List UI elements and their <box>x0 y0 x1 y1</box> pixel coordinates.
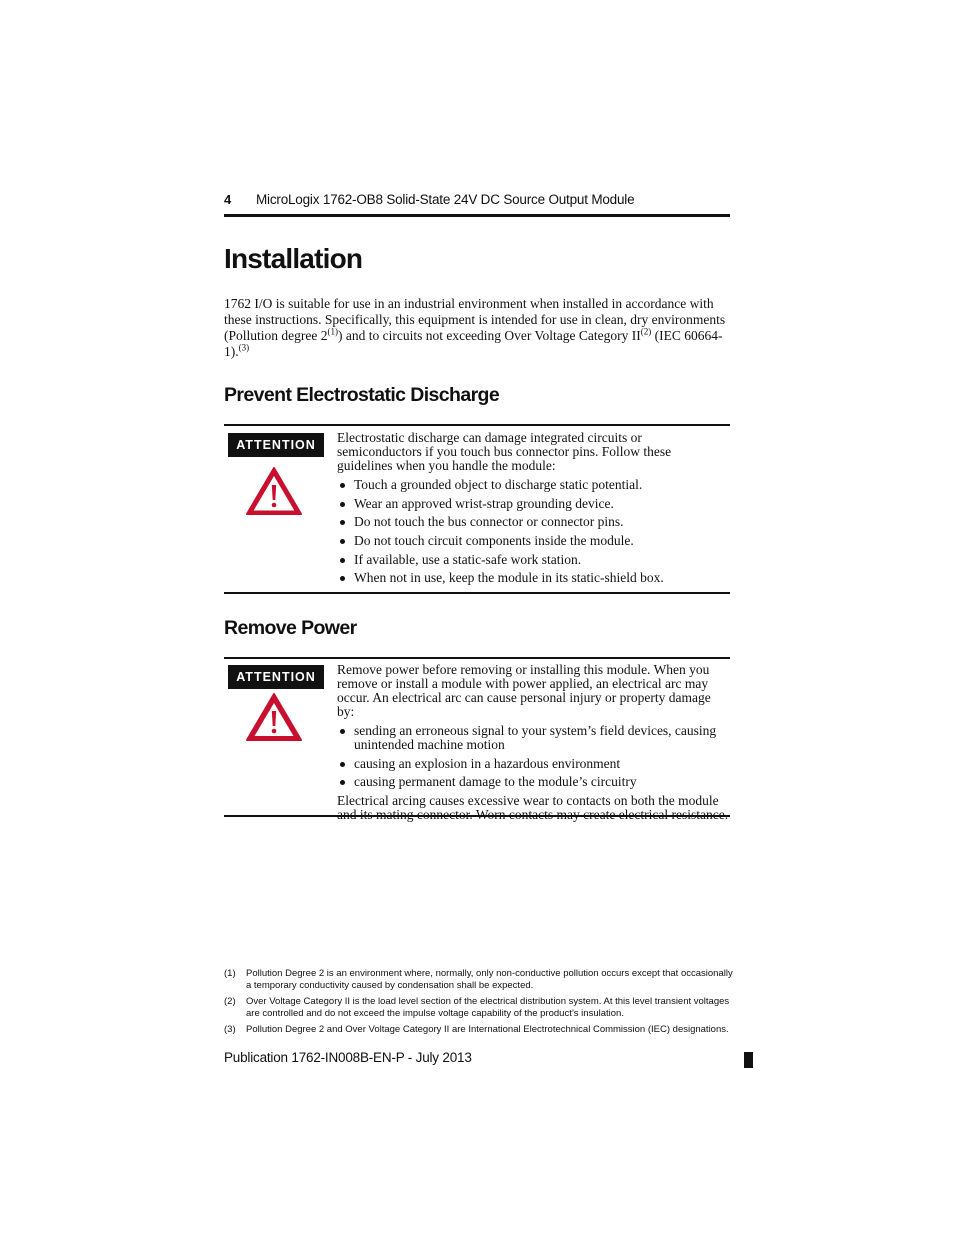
footnote-ref-2[interactable]: (2) <box>640 326 652 337</box>
power-hazards-list <box>337 724 729 789</box>
power-heading: Remove Power <box>224 617 357 639</box>
esd-bottom-rule <box>224 592 730 594</box>
header-rule <box>224 214 730 217</box>
list-item: Wear an approved wrist-strap grounding device. <box>337 497 729 511</box>
running-header-title: MicroLogix 1762-OB8 Solid-State 24V DC Source Output Module <box>256 192 635 207</box>
esd-attention-badge: ATTENTION <box>228 433 324 457</box>
list-item: sending an erroneous signal to your system’s field devices, causing unintended machine motion <box>337 724 729 752</box>
list-item: When not in use, keep the module in its static-shield box. <box>337 571 729 585</box>
esd-attention-content <box>337 431 729 590</box>
power-attention-content <box>337 663 729 822</box>
list-item: causing an explosion in a hazardous environment <box>337 757 729 771</box>
esd-top-rule <box>224 424 730 426</box>
esd-attention-text: Electrostatic discharge can damage integrated circuits or semiconductors if you touch bus connector pins. Follow these guidelines when you handle the module: <box>337 430 672 473</box>
publication-footer: Publication 1762-IN008B-EN-P - July 2013 <box>224 1050 472 1065</box>
power-attention-text: Remove power before removing or installing this module. When you remove or install a module with power applied, an electrical arc may occur. An electrical arc can cause personal injury or property damage by: <box>337 662 711 719</box>
warning-triangle-icon <box>245 692 303 742</box>
esd-heading: Prevent Electrostatic Discharge <box>224 384 500 406</box>
power-top-rule <box>224 657 730 659</box>
footnote-ref-1[interactable]: (1) <box>327 326 338 337</box>
power-closing-text: Electrical arcing causes excessive wear to contacts on both the module <box>337 793 719 809</box>
intro-text-3: (IEC 60664-1). <box>224 328 723 359</box>
footnote-1 <box>224 968 734 992</box>
esd-guidelines-list <box>337 478 729 585</box>
warning-triangle-icon <box>245 466 303 516</box>
intro-text-1: 1762 I/O is suitable for use in an industrial environment when installed in accordance with these instructions. Specifically, this equipment is intended for use in clean, dry environments (Pollution degree 2 <box>224 296 726 343</box>
list-item: Do not touch the bus connector or connector pins. <box>337 515 729 529</box>
power-attention-badge: ATTENTION <box>228 665 324 689</box>
list-item: Touch a grounded object to discharge static potential. <box>337 478 729 492</box>
list-item: If available, use a static-safe work station. <box>337 553 729 567</box>
footnote-number: (2) <box>224 996 236 1007</box>
footnote-3 <box>224 1024 734 1036</box>
section-title: Installation <box>224 243 363 274</box>
page-number: 4 <box>224 192 232 207</box>
power-bottom-rule <box>224 815 730 817</box>
footnote-ref-3[interactable]: (3) <box>238 342 250 353</box>
footnote-number: (1) <box>224 968 236 979</box>
list-item: causing permanent damage to the module’s circuitry <box>337 775 729 789</box>
footnote-text: Pollution Degree 2 is an environment where, normally, only non-conductive pollution occurs except that occasionally a temporary conductivity caused by condensation shall be expected. <box>246 968 733 991</box>
footnote-number: (3) <box>224 1024 236 1035</box>
list-item: Do not touch circuit components inside the module. <box>337 534 729 548</box>
footnote-text: Pollution Degree 2 and Over Voltage Category II are International Electrotechnical Commission (IEC) designations. <box>246 1024 729 1035</box>
footnote-text: Over Voltage Category II is the load level section of the electrical distribution system. At this level transient voltages are controlled and do not exceed the impulse voltage capability of the product’s insulation. <box>246 996 730 1019</box>
footnote-2 <box>224 996 734 1020</box>
intro-text-2: ) and to circuits not exceeding Over Voltage Category II <box>337 328 641 343</box>
intro-paragraph <box>224 296 730 360</box>
page-edge-marker <box>744 1052 753 1068</box>
